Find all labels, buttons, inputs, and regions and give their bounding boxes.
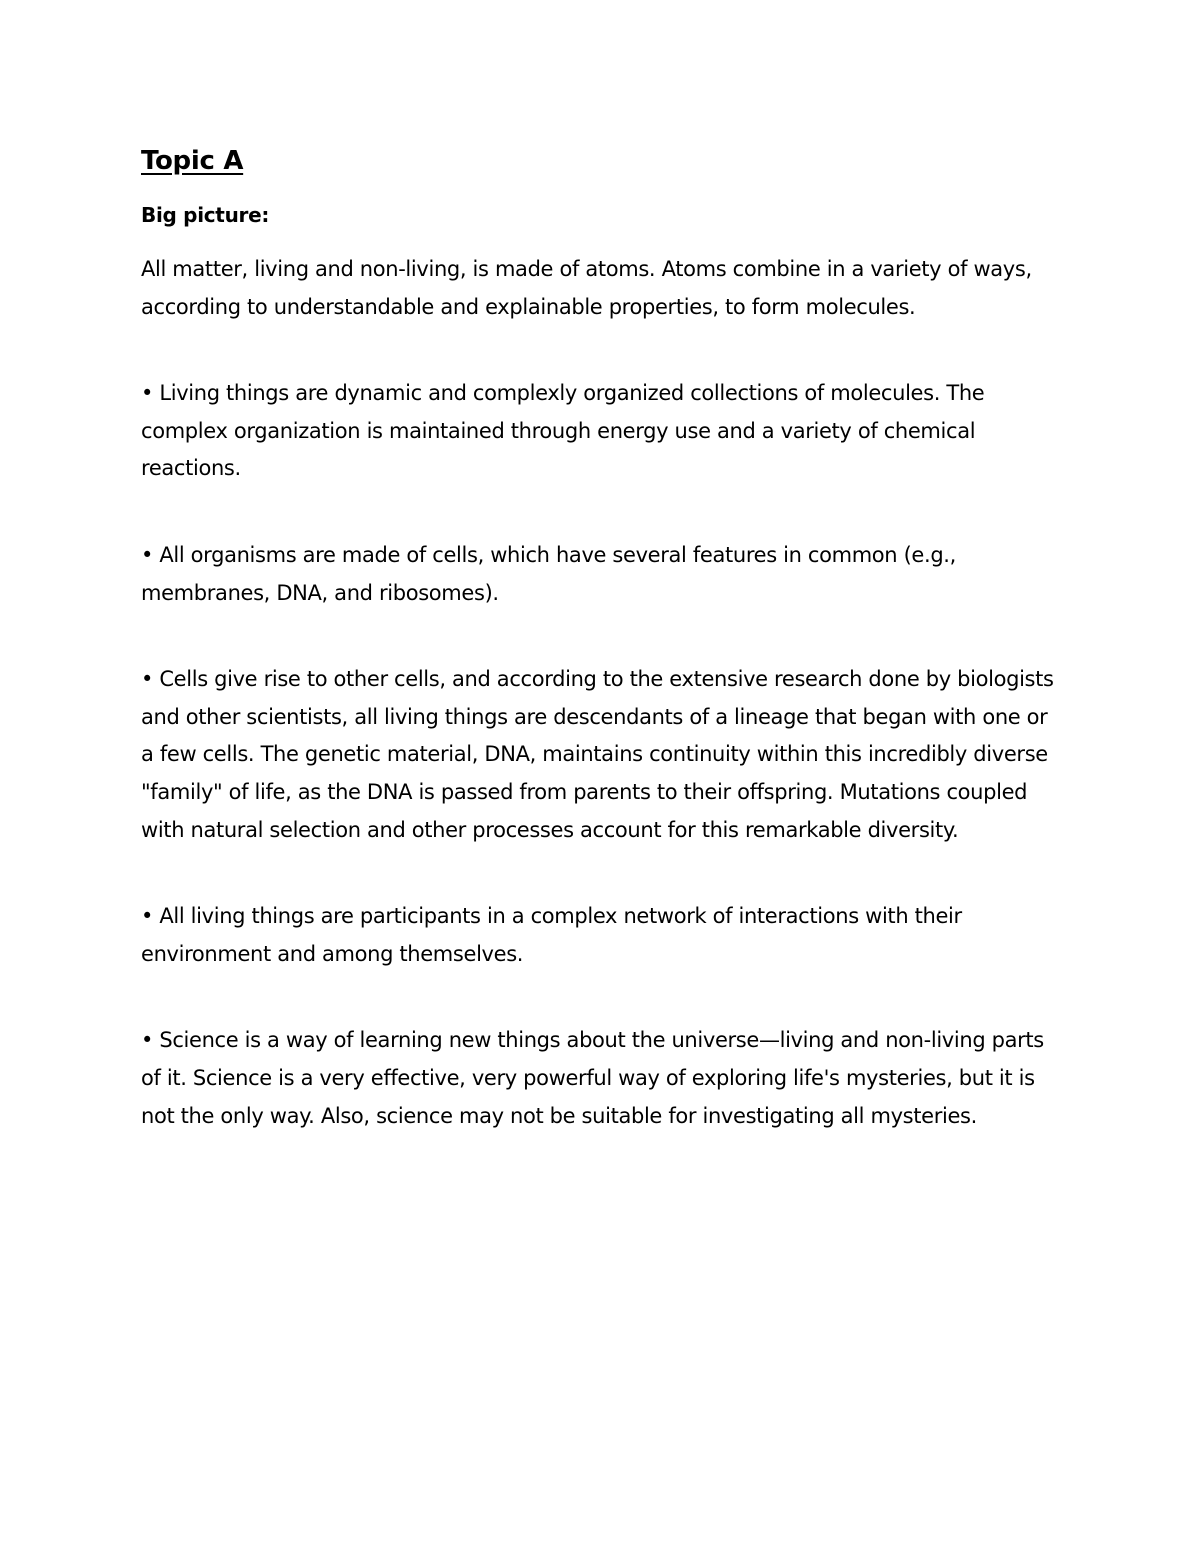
intro-paragraph: All matter, living and non-living, is made of atoms. Atoms combine in a variety of ways, according to understandable and explainable properties, to form molecules. xyxy=(141,257,1032,319)
bullet-paragraph-cells: • All organisms are made of cells, which have several features in common (e.g., membranes, DNA, and ribosomes). xyxy=(141,542,956,605)
bullet-paragraph-molecules: • Living things are dynamic and complexly organized collections of molecules. The complex organization is maintained through energy use and a variety of chemical reactions. xyxy=(141,381,985,481)
bullet-paragraph-science: • Science is a way of learning new things about the universe—living and non-living parts of it. Science is a very effective, very powerful way of exploring life's mysteries, but it is not the only way. Also, science may not be suitable for investigating all mysteries. xyxy=(141,1028,1044,1128)
section-subheading: Big picture: xyxy=(141,203,270,227)
page-title: Topic A xyxy=(141,146,244,176)
bullet-paragraph-lineage: • Cells give rise to other cells, and according to the extensive research done by biologists and other scientists, all living things are descendants of a lineage that began with one or a few cells. The genetic material, DNA, maintains continuity within this incredibly diverse "family" of life, as the DNA is passed from parents to their offspring. Mutations coupled with natural selection and other processes account for this remarkable diversity. xyxy=(141,667,1054,842)
bullet-paragraph-interactions: • All living things are participants in a complex network of interactions with their environment and among themselves. xyxy=(141,904,962,966)
document-body xyxy=(141,143,1056,1135)
